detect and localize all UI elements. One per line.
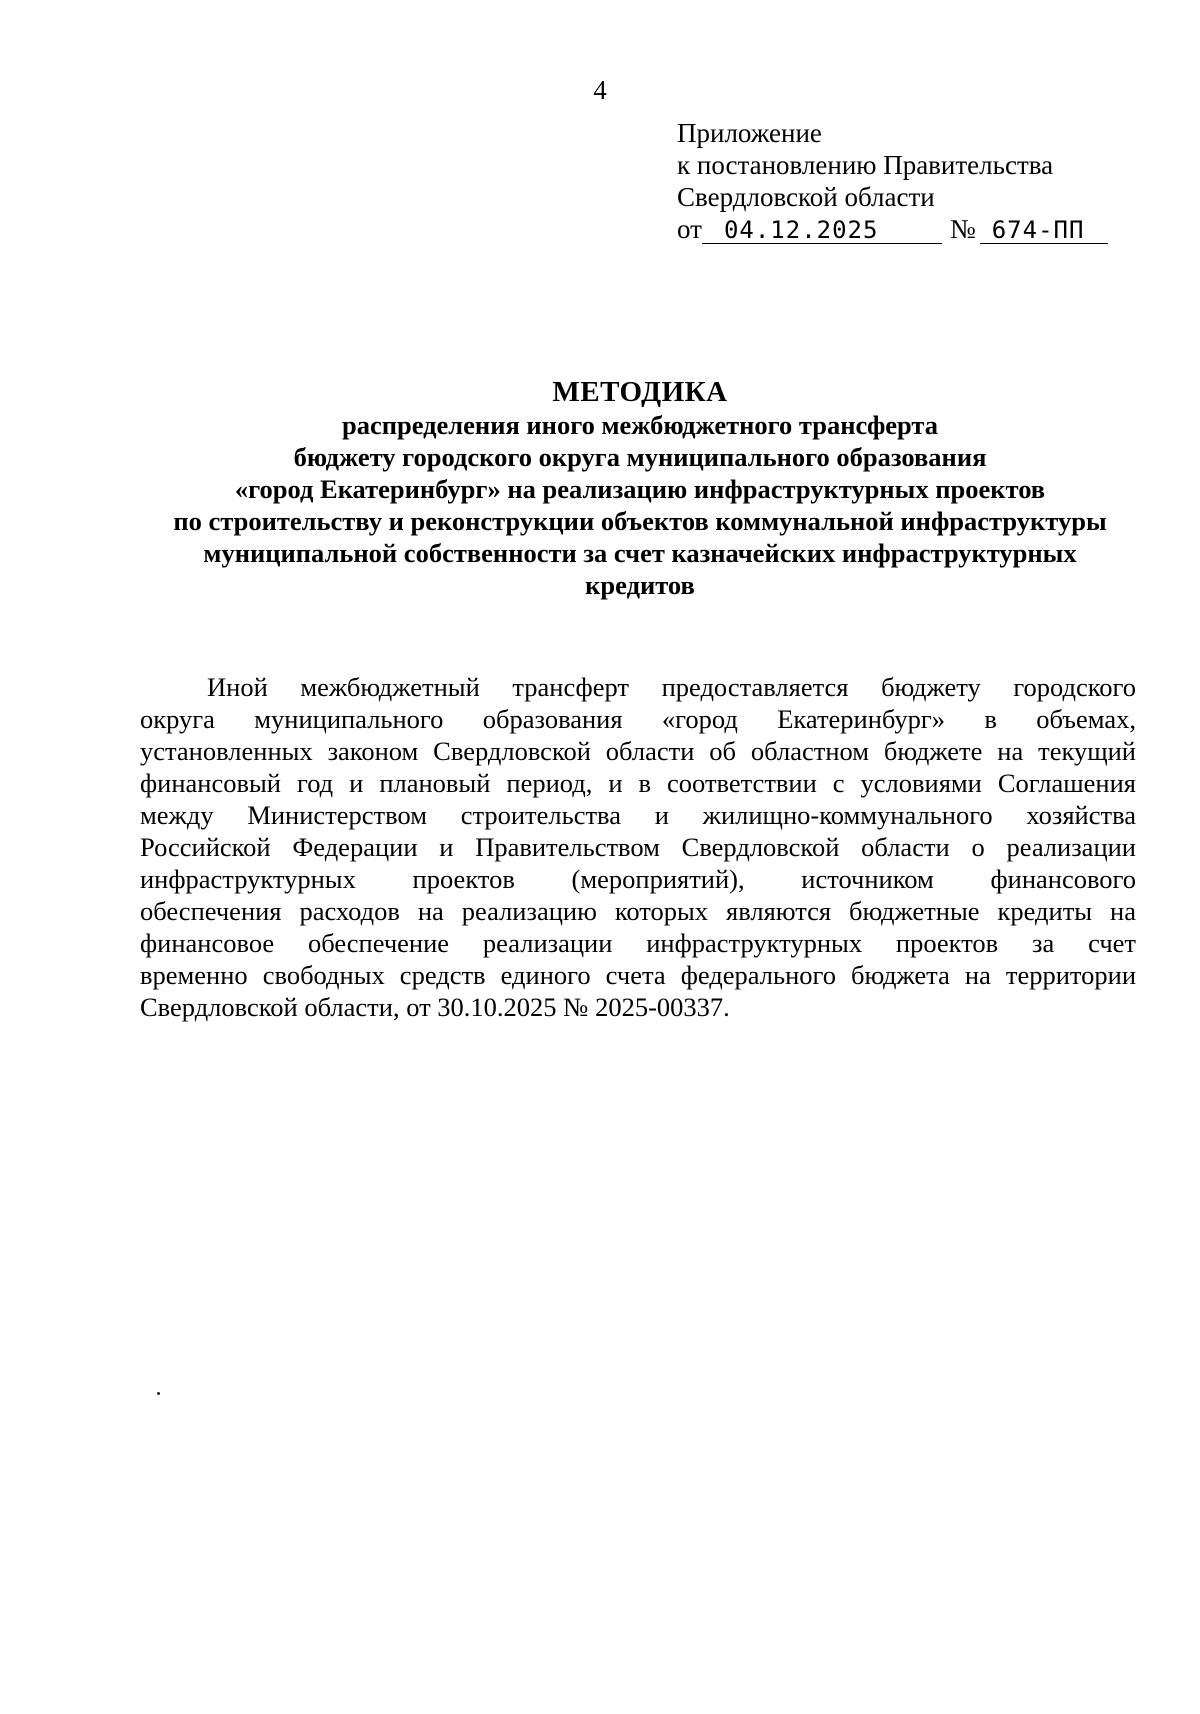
body-line: между Министерством строительства и жилищно-коммунального хозяйства xyxy=(140,800,1136,830)
title-main: МЕТОДИКА xyxy=(552,376,728,408)
body-line: Российской Федерации и Правительством Свердловской области о реализации xyxy=(140,832,1136,862)
page-number: 4 xyxy=(593,75,607,105)
title-line: кредитов xyxy=(585,570,695,600)
document-number: 674-ПП xyxy=(980,217,1108,244)
document-date: 04.12.2025 xyxy=(702,217,942,244)
body-line: обеспечения расходов на реализацию которых являются бюджетные кредиты на xyxy=(140,896,1136,926)
body-line: финансовый год и плановый период, и в соответствии с условиями Соглашения xyxy=(140,768,1136,798)
appendix-date-number-line xyxy=(677,213,1137,245)
appendix-line-3: Свердловской области xyxy=(677,182,935,212)
title-line: «город Екатеринбург» на реализацию инфраструктурных проектов xyxy=(234,474,1046,504)
appendix-header xyxy=(677,117,1137,245)
title-line: бюджету городского округа муниципального образования xyxy=(293,442,987,472)
body-line: Иной межбюджетный трансферт предоставляется бюджету городского xyxy=(207,672,1136,702)
body-paragraph xyxy=(140,671,1136,1023)
body-line: инфраструктурных проектов (мероприятий), источником финансового xyxy=(140,864,1136,894)
title-line: распределения иного межбюджетного трансферта xyxy=(341,410,939,440)
body-line: финансовое обеспечение реализации инфраструктурных проектов за счет xyxy=(140,928,1136,958)
document-title xyxy=(120,375,1160,601)
body-line: установленных законом Свердловской области об областном бюджете на текущий xyxy=(140,736,1136,766)
from-label: от xyxy=(677,214,702,244)
title-line: муниципальной собственности за счет казначейских инфраструктурных xyxy=(203,538,1077,568)
body-line: временно свободных средств единого счета федерального бюджета на территории xyxy=(140,960,1136,990)
scan-speck xyxy=(157,1392,160,1395)
body-line: Свердловской области, от 30.10.2025 № 2025-00337. xyxy=(140,992,730,1022)
appendix-line-2: к постановлению Правительства xyxy=(677,150,1054,180)
number-label: № xyxy=(949,214,976,244)
appendix-line-1: Приложение xyxy=(677,118,822,148)
title-line: по строительству и реконструкции объектов коммунальной инфраструктуры xyxy=(173,506,1107,536)
body-line: округа муниципального образования «город Екатеринбург» в объемах, xyxy=(140,704,1136,734)
